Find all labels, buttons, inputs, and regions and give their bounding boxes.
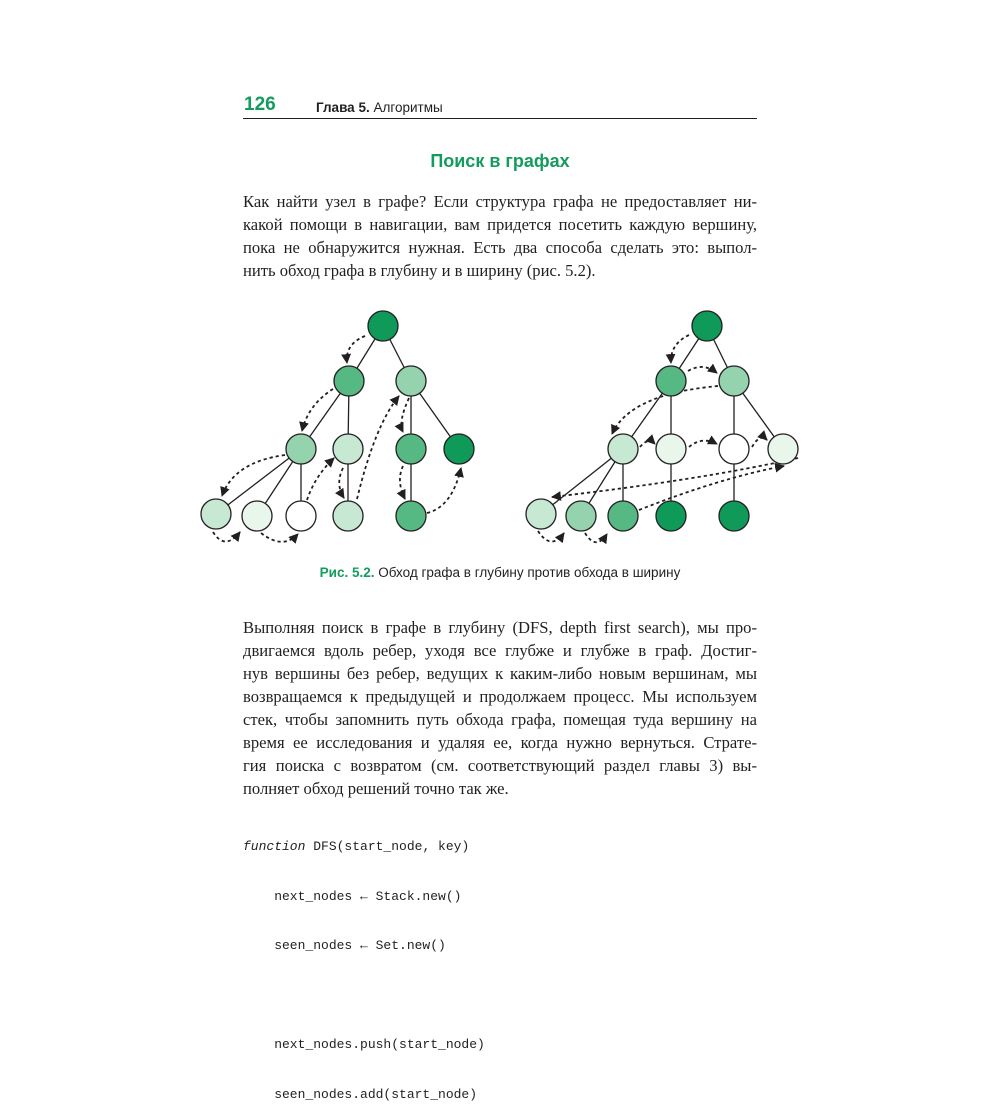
code-line: next_nodes.push(start_node) (243, 1037, 485, 1052)
chapter-title: Алгоритмы (373, 100, 443, 115)
running-head (316, 100, 443, 115)
graph-node (201, 499, 231, 529)
graph-node (396, 366, 426, 396)
graph-node (286, 434, 316, 464)
graph-node (656, 434, 686, 464)
intro-line-1: Как найти узел в графе? Если структура графа не предоставляет ни- (243, 192, 757, 211)
traversal-arrow (689, 441, 717, 447)
graph-node (692, 311, 722, 341)
code-line: seen_nodes.add(start_node) (243, 1086, 478, 1102)
chapter-label: Глава 5. (316, 100, 370, 115)
bfs-tree (526, 311, 798, 542)
traversal-arrow (538, 531, 564, 542)
caption-text: Обход графа в глубину против обхода в ширину (378, 565, 681, 580)
dfs-paragraph (243, 616, 757, 800)
dfs-line-4: возвращаемся к предыдущей и продолжаем процесс. Мы используем (243, 687, 757, 706)
graph-node (656, 501, 686, 531)
traversal-arrow (688, 367, 717, 373)
code-line: next_nodes ← Stack.new() (243, 888, 462, 904)
intro-line-2: какой помощи в навигации, вам придется посетить каждую вершину, (243, 215, 757, 234)
graph-node (656, 366, 686, 396)
traversal-arrow (401, 398, 409, 432)
traversal-arrow (307, 458, 334, 500)
graph-node (444, 434, 474, 464)
caption-label: Рис. 5.2. (319, 565, 375, 580)
graph-traversal-figure (195, 300, 805, 560)
traversal-arrow (339, 468, 344, 498)
intro-paragraph (243, 190, 757, 282)
code-line: seen_nodes ← Set.new() (243, 938, 446, 953)
traversal-arrow (639, 466, 784, 510)
graph-node (396, 501, 426, 531)
section-title: Поиск в графах (430, 151, 570, 171)
traversal-arrow (400, 466, 405, 499)
intro-line-4: нить обход графа в глубину и в ширину (рис. 5.2). (243, 261, 596, 280)
dfs-line-2: двигаемся вдоль ребер, уходя все глубже и глубже в граф. Достиг- (243, 641, 757, 660)
graph-node (286, 501, 316, 531)
graph-node (368, 311, 398, 341)
graph-node (396, 434, 426, 464)
graph-node (566, 501, 596, 531)
traversal-arrow (585, 533, 607, 542)
graph-node (526, 499, 556, 529)
traversal-arrow (261, 533, 298, 542)
traversal-arrow (752, 438, 767, 447)
code-line (243, 988, 485, 1005)
graph-node (608, 501, 638, 531)
dfs-line-7: гия поиска с возвратом (см. соответствующий раздел главы 3) вы- (243, 756, 757, 775)
figure-caption (243, 565, 757, 580)
dfs-line-5: стек, чтобы запомнить путь обхода графа, помещая туда вершину на (243, 710, 757, 729)
graph-node (608, 434, 638, 464)
graph-node (719, 366, 749, 396)
traversal-arrow (640, 441, 655, 447)
intro-line-3: пока не обнаружится нужная. Есть два способа сделать это: выпол- (243, 238, 757, 257)
code-signature: DFS(start_node, key) (305, 839, 470, 854)
traversal-arrow (427, 468, 461, 513)
graph-node (333, 434, 363, 464)
code-line-signature (243, 839, 485, 856)
page-number: 126 (244, 94, 276, 115)
graph-node (333, 501, 363, 531)
dfs-line-8: полняет обход решений точно так же. (243, 779, 509, 798)
traversal-arrow (222, 455, 285, 496)
header-rule (243, 118, 757, 119)
graph-node (242, 501, 272, 531)
graph-node (719, 501, 749, 531)
graph-node (334, 366, 364, 396)
dfs-line-1: Выполняя поиск в графе в глубину (DFS, depth first search), мы про- (243, 618, 757, 637)
dfs-line-3: нув вершины без ребер, ведущих к каким-либо новым вершинам, мы (243, 664, 757, 683)
code-keyword: function (243, 839, 306, 854)
dfs-line-6: время ее исследования и удаляя ее, когда нужно вернуться. Страте- (243, 733, 757, 752)
traversal-arrow (213, 532, 240, 542)
graph-node (719, 434, 749, 464)
dfs-tree (201, 311, 474, 542)
dfs-pseudocode (243, 806, 485, 1120)
graph-node (768, 434, 798, 464)
